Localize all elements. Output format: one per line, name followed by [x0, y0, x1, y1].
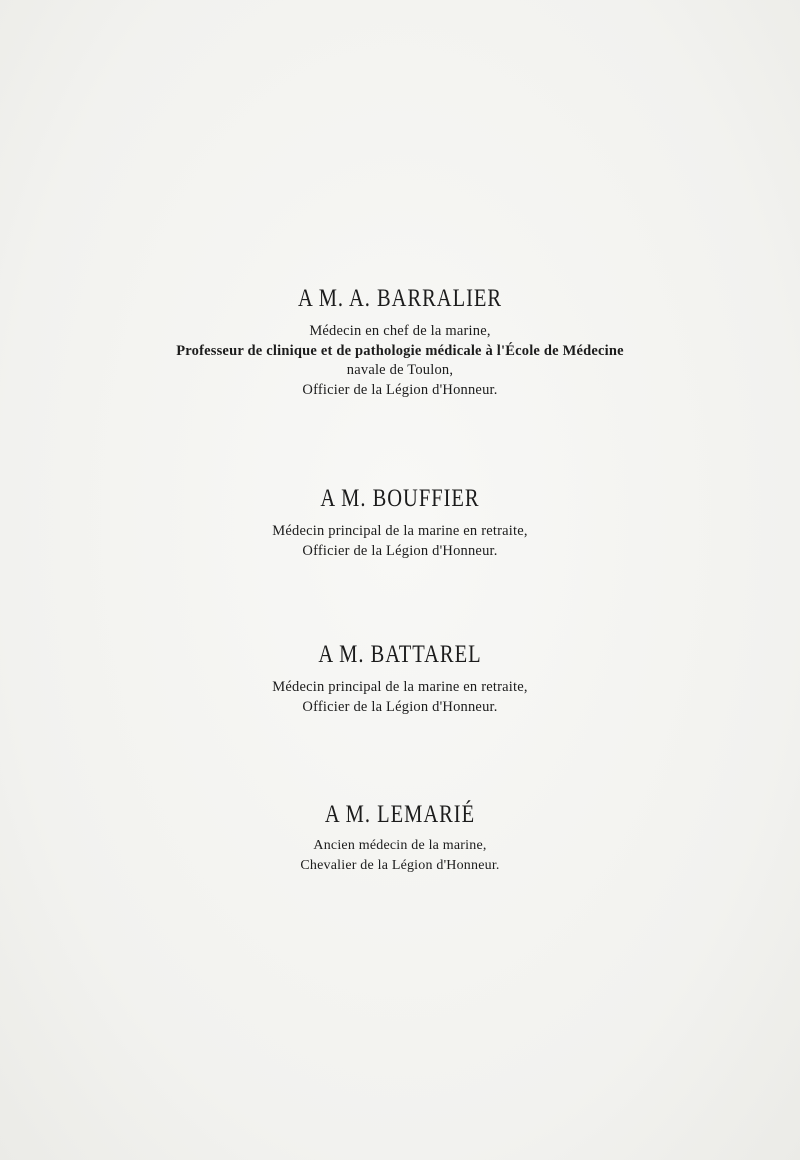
dedication-bouffier: [0, 484, 800, 561]
dedication-line: Ancien médecin de la marine,: [313, 838, 487, 853]
dedication-name: A M. BATTAREL: [318, 641, 482, 668]
dedication-line: Officier de la Légion d'Honneur.: [302, 381, 498, 398]
dedication-line: Médecin principal de la marine en retraite,: [272, 679, 528, 695]
dedication-lines: [0, 678, 800, 717]
dedication-barralier: [0, 284, 800, 400]
dedication-line: navale de Toulon,: [346, 362, 454, 378]
dedication-lemarie: [0, 800, 800, 875]
dedication-name: A M. BOUFFIER: [320, 485, 480, 512]
dedication-name: A M. A. BARRALIER: [297, 285, 503, 312]
dedication-lines: [0, 836, 800, 875]
dedication-line: Officier de la Légion d'Honneur.: [302, 542, 498, 559]
dedication-lines: [0, 522, 800, 561]
dedication-line: Officier de la Légion d'Honneur.: [302, 698, 498, 715]
dedication-lines: [0, 322, 800, 400]
dedication-line: Professeur de clinique et de pathologie médicale à l'École de Médecine: [176, 342, 624, 359]
dedication-line: Médecin principal de la marine en retraite,: [272, 523, 528, 539]
dedication-battarel: [0, 640, 800, 717]
dedication-line: Médecin en chef de la marine,: [309, 323, 491, 339]
dedication-name: A M. LEMARIÉ: [324, 801, 476, 828]
dedication-line: Chevalier de la Légion d'Honneur.: [300, 857, 500, 873]
